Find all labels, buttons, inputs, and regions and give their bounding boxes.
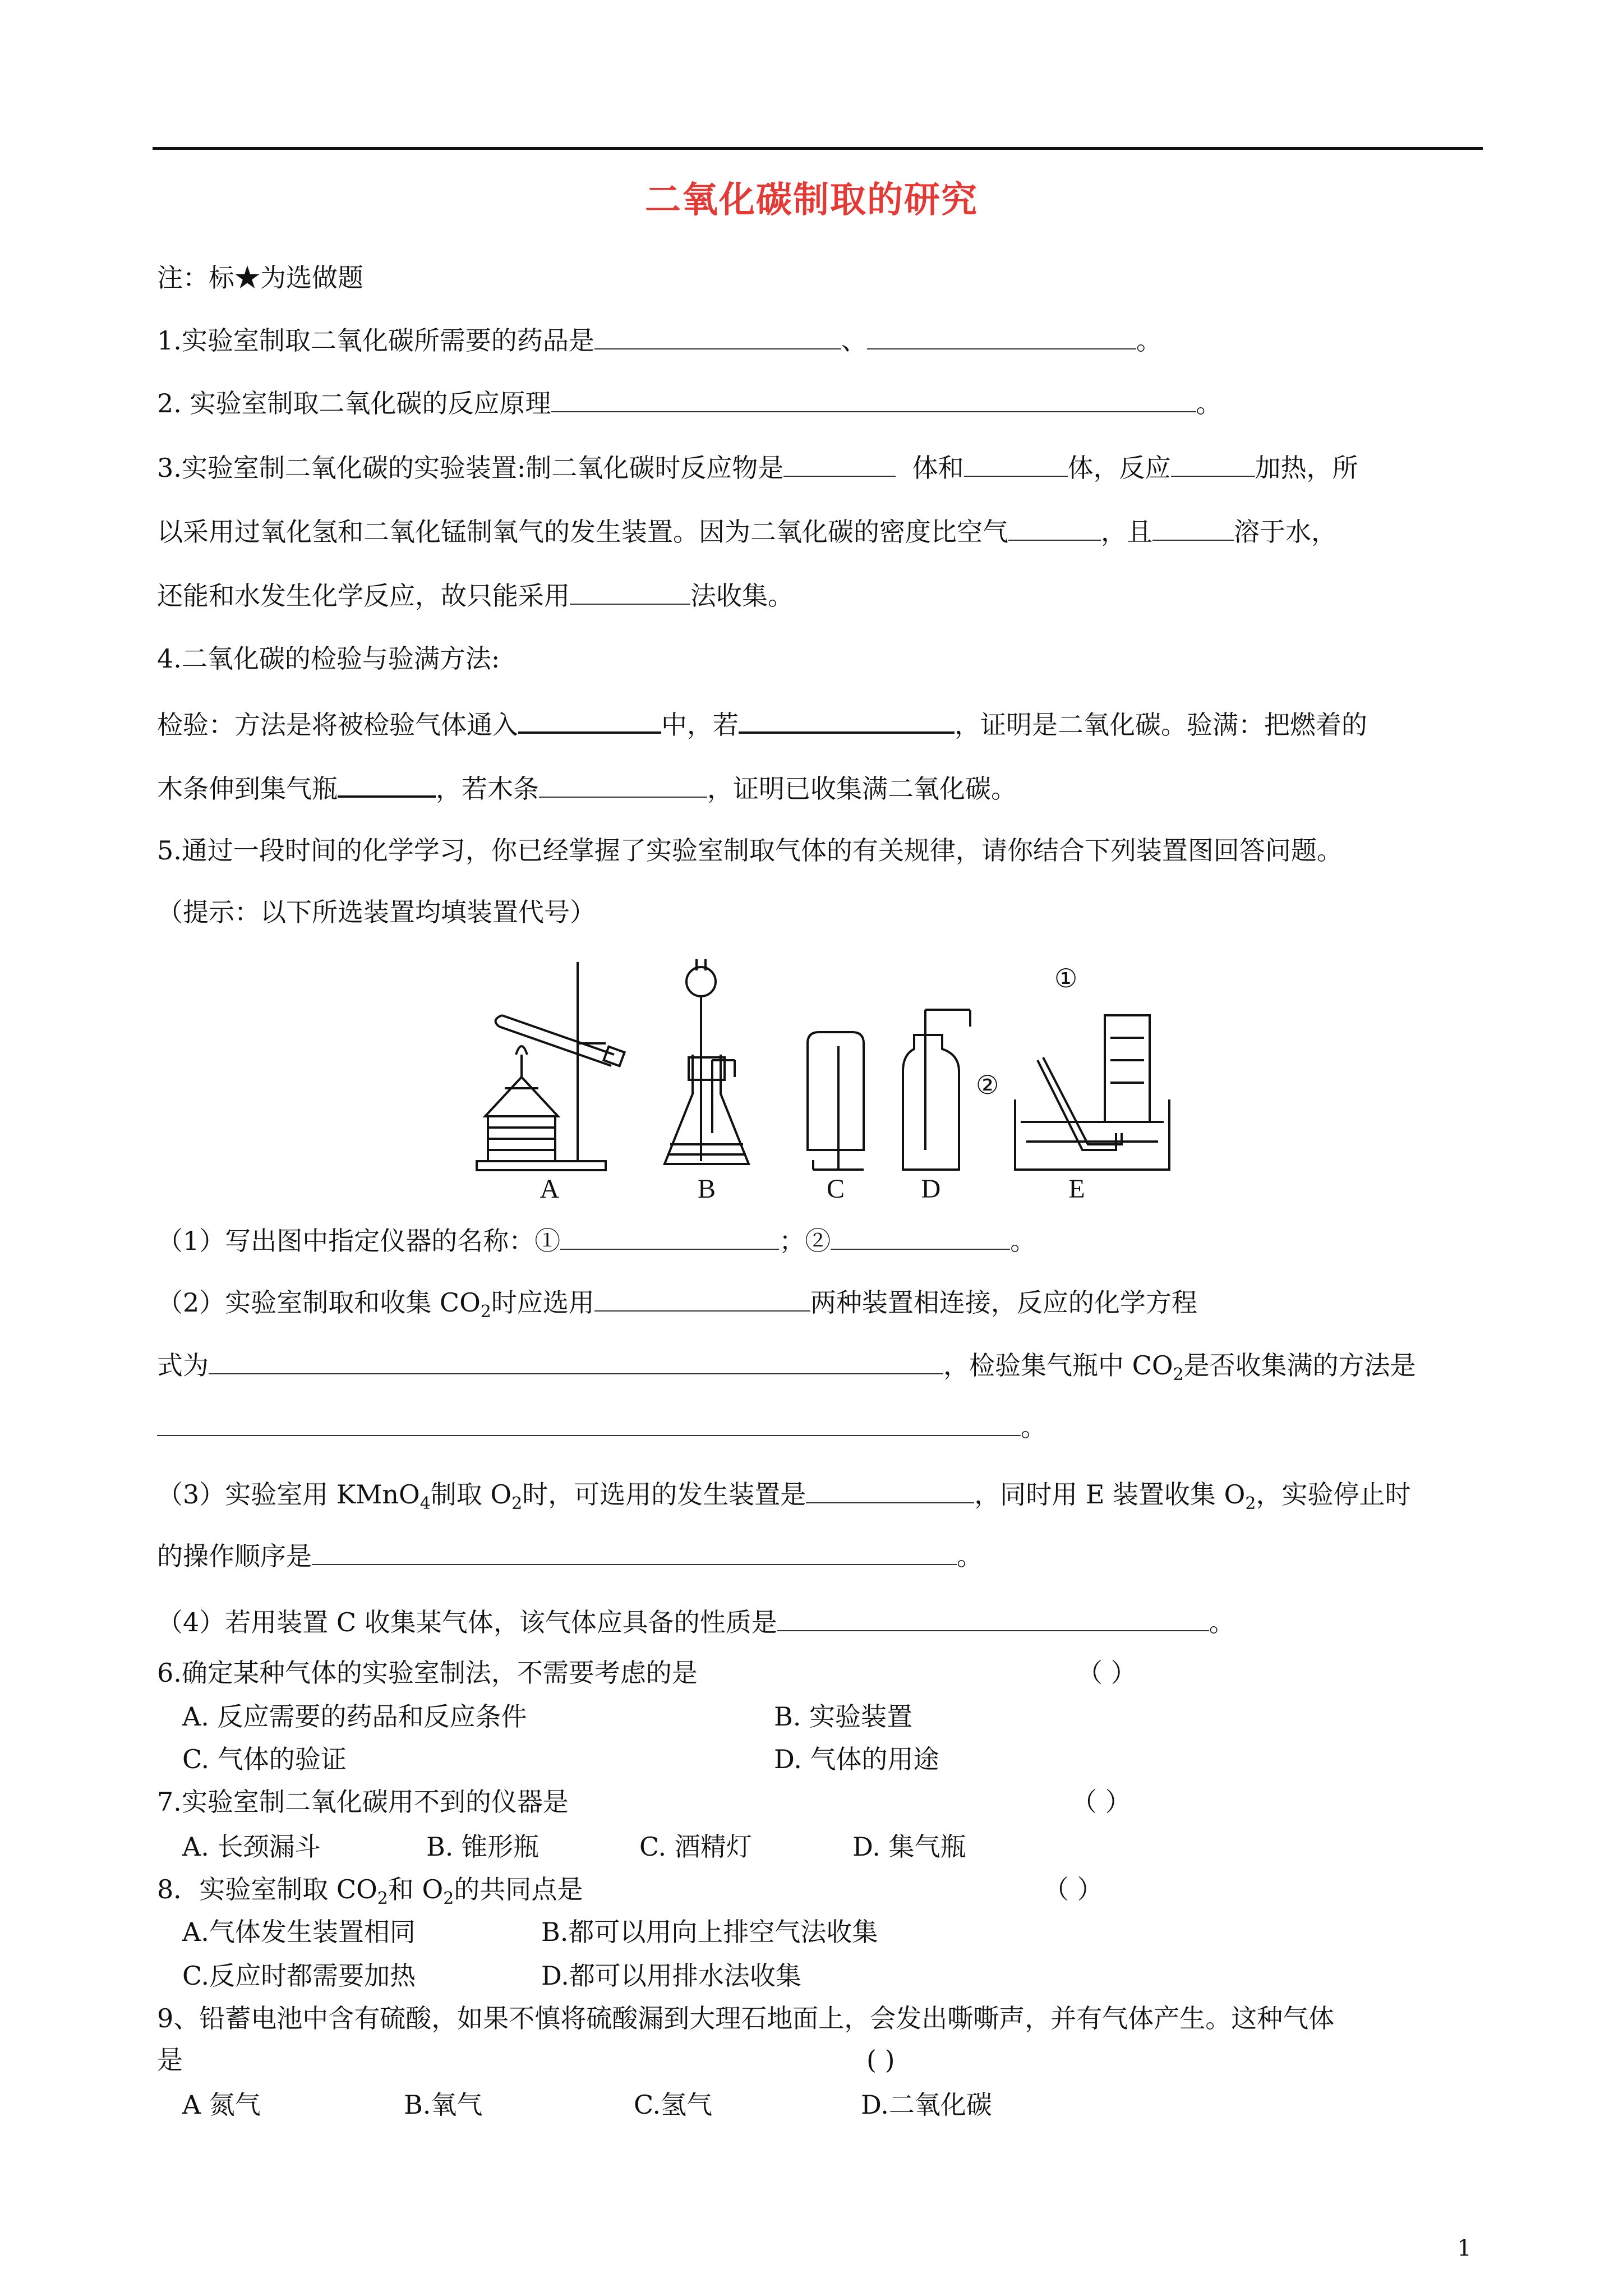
- question-5-1: （1）写出图中指定仪器的名称：① ；② 。: [157, 1223, 1036, 1258]
- answer-blank[interactable]: [594, 323, 841, 349]
- option-9a[interactable]: A 氮气: [182, 2090, 261, 2120]
- marker-1-label: ①: [1054, 963, 1078, 993]
- answer-blank[interactable]: [1152, 514, 1234, 541]
- marker-2-label: ②: [976, 1070, 999, 1100]
- apparatus-figure: [471, 948, 1178, 1200]
- question-5-2-line-3: 。: [157, 1409, 1046, 1444]
- apparatus-c: [808, 1032, 864, 1170]
- answer-blank[interactable]: [560, 1223, 779, 1250]
- answer-blank[interactable]: [739, 706, 955, 734]
- option-8c[interactable]: C.反应时都需要加热: [182, 1961, 416, 1991]
- answer-blank[interactable]: [964, 450, 1068, 477]
- answer-blank[interactable]: [338, 770, 436, 798]
- question-9-answer-paren[interactable]: ( ): [866, 2045, 895, 2075]
- option-6b[interactable]: B. 实验装置: [774, 1701, 913, 1732]
- header-rule: [153, 147, 1483, 150]
- question-4-line-2: 木条伸到集气瓶 ，若木条 ，证明已收集满二氧化碳。: [157, 770, 1017, 806]
- option-7c[interactable]: C. 酒精灯: [639, 1832, 752, 1862]
- question-5-hint: （提示：以下所选装置均填装置代号）: [157, 897, 596, 927]
- option-7b[interactable]: B. 锥形瓶: [426, 1832, 540, 1862]
- answer-blank[interactable]: [157, 1409, 1021, 1436]
- answer-blank[interactable]: [551, 385, 1196, 412]
- option-8b[interactable]: B.都可以用向上排空气法收集: [541, 1917, 878, 1947]
- option-8d[interactable]: D.都可以用排水法收集: [541, 1961, 801, 1991]
- question-6-stem: 6.确定某种气体的实验室制法，不需要考虑的是: [157, 1658, 698, 1688]
- answer-blank[interactable]: [209, 1347, 943, 1374]
- question-1: 1.实验室制取二氧化碳所需要的药品是 、 。: [157, 323, 1162, 357]
- question-5-3-line-2: 的操作顺序是 。: [157, 1538, 983, 1573]
- question-6-answer-paren[interactable]: （ ）: [1077, 1658, 1137, 1688]
- question-5-2-line-1: （2）实验室制取和收集 $CO_2$时应选用 两种装置相连接，反应的化学方程: [157, 1285, 1197, 1329]
- answer-blank[interactable]: [594, 1285, 810, 1312]
- answer-blank[interactable]: [539, 771, 707, 798]
- question-7-answer-paren[interactable]: （ ）: [1071, 1787, 1131, 1817]
- question-5-3-line-1: （3）实验室用 KMnO$_4$制取 $O_2$时，可选用的发生装置是 ，同时用 E 装置收集 $O_2$，实验停止时: [157, 1476, 1411, 1521]
- answer-blank[interactable]: [1008, 514, 1101, 541]
- answer-blank[interactable]: [570, 578, 690, 605]
- answer-blank[interactable]: [777, 1604, 1209, 1631]
- option-6a[interactable]: A. 反应需要的药品和反应条件: [182, 1701, 527, 1732]
- question-5-head: 5.通过一段时间的化学学习，你已经掌握了实验室制取气体的有关规律，请你结合下列装置图回答问题。: [157, 835, 1343, 866]
- option-9d[interactable]: D.二氧化碳: [861, 2090, 992, 2120]
- label-b: B: [697, 1174, 716, 1200]
- answer-blank[interactable]: [831, 1223, 1010, 1250]
- answer-blank[interactable]: [783, 450, 896, 477]
- option-7d[interactable]: D. 集气瓶: [852, 1832, 966, 1862]
- note: 注：标★为选做题: [157, 263, 363, 293]
- label-a: A: [540, 1174, 560, 1200]
- page-number: 1: [1457, 2235, 1472, 2261]
- option-7a[interactable]: A. 长颈漏斗: [182, 1832, 321, 1862]
- answer-blank[interactable]: [1171, 450, 1255, 477]
- question-4-head: 4.二氧化碳的检验与验满方法:: [157, 643, 500, 674]
- question-3-line-1: 3.实验室制二氧化碳的实验装置:制二氧化碳时反应物是 体和 体，反应 加热，所: [157, 450, 1358, 485]
- apparatus-d: [903, 1010, 970, 1170]
- question-3-line-3: 还能和水发生化学反应，故只能采用 法收集。: [157, 578, 794, 613]
- label-d: D: [921, 1174, 941, 1200]
- apparatus-a: [477, 962, 625, 1170]
- question-4-line-1: 检验：方法是将被检验气体通入 中，若 ，证明是二氧化碳。验满：把燃着的: [157, 706, 1367, 742]
- question-3-line-2: 以采用过氧化氢和二氧化锰制氧气的发生装置。因为二氧化碳的密度比空气 ，且 溶于水，: [157, 514, 1337, 549]
- apparatus-b: [665, 959, 749, 1164]
- answer-blank[interactable]: [312, 1538, 957, 1565]
- question-9-stem-2: 是: [157, 2045, 183, 2075]
- question-7-stem: 7.实验室制二氧化碳用不到的仪器是: [157, 1787, 569, 1817]
- question-9-stem-1: 9、铅蓄电池中含有硫酸，如果不慎将硫酸漏到大理石地面上，会发出嘶嘶声，并有气体产生。这种气体: [157, 2003, 1335, 2033]
- question-5-2-line-2: 式为 ，检验集气瓶中 $CO_2$是否收集满的方法是: [157, 1347, 1416, 1392]
- option-9b[interactable]: B.氧气: [404, 2090, 483, 2120]
- option-9c[interactable]: C.氢气: [634, 2090, 713, 2120]
- answer-blank[interactable]: [806, 1476, 974, 1503]
- apparatus-e: [1015, 1015, 1169, 1170]
- page-title: 二氧化碳制取的研究: [645, 180, 978, 221]
- question-2: 2. 实验室制取二氧化碳的反应原理 。: [157, 385, 1222, 420]
- label-e: E: [1068, 1174, 1085, 1200]
- label-c: C: [826, 1174, 845, 1200]
- option-6c[interactable]: C. 气体的验证: [182, 1744, 347, 1774]
- question-5-4: （4）若用装置 C 收集某气体，该气体应具备的性质是 。: [157, 1604, 1235, 1639]
- answer-blank[interactable]: [867, 323, 1136, 349]
- question-8-answer-paren[interactable]: （ ）: [1043, 1874, 1103, 1904]
- question-8-stem: 8．实验室制取 $CO_2$和 $O_2$的共同点是: [157, 1874, 583, 1909]
- answer-blank[interactable]: [518, 706, 661, 734]
- option-8a[interactable]: A.气体发生装置相同: [182, 1917, 416, 1947]
- option-6d[interactable]: D. 气体的用途: [774, 1744, 939, 1774]
